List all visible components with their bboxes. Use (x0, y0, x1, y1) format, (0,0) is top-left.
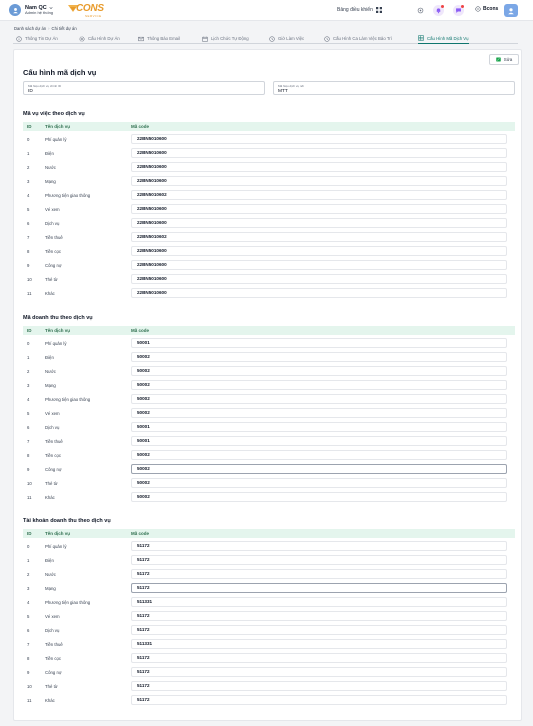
gear-icon (79, 36, 85, 42)
table-row (23, 146, 515, 160)
table-row (23, 693, 515, 707)
row-service-name: Tiền cọc (45, 655, 62, 661)
clock-icon (269, 36, 275, 42)
row-id: 4 (27, 192, 30, 198)
code-input[interactable]: 51172 (131, 555, 507, 565)
row-id: 8 (27, 248, 30, 254)
code-input[interactable]: 50002 (131, 464, 507, 474)
table-row (23, 392, 515, 406)
code-input[interactable]: 51172 (131, 569, 507, 579)
code-input[interactable]: 22BN5010602 (131, 190, 507, 200)
row-id: 2 (27, 368, 30, 374)
company-logo[interactable] (68, 3, 108, 18)
service-code-table (23, 122, 515, 299)
row-id: 6 (27, 220, 30, 226)
row-service-name: Công nợ (45, 262, 62, 268)
table-row (23, 448, 515, 462)
row-id: 10 (27, 276, 32, 282)
tab-label: Lịch Chức Tự Động (211, 36, 249, 41)
row-service-name: Tiền thuê (45, 438, 63, 444)
row-id: 5 (27, 613, 30, 619)
tab-label: Cấu Hình Ca Làm Việc Bảo Trì (333, 36, 392, 41)
code-input[interactable]: 50002 (131, 408, 507, 418)
bell-icon (435, 7, 442, 14)
user-name: Nam QC (25, 4, 47, 11)
code-input[interactable]: 50002 (131, 366, 507, 376)
calendar-icon (202, 36, 208, 42)
row-service-name: Khác (45, 697, 55, 703)
row-id: 3 (27, 382, 30, 388)
row-service-name: Vé xem (45, 410, 60, 416)
row-id: 11 (27, 494, 32, 500)
table-row (23, 665, 515, 679)
code-input[interactable]: 22BN5010600 (131, 246, 507, 256)
table-header (23, 122, 515, 131)
row-service-name: Công nợ (45, 669, 62, 675)
column-header-code: Mã code (131, 124, 150, 129)
row-id: 1 (27, 150, 30, 156)
swap-icon (475, 6, 481, 12)
row-service-name: Mạng (45, 585, 56, 591)
settings-button[interactable] (415, 5, 426, 16)
row-service-name: Thẻ từ (45, 683, 58, 689)
row-id: 3 (27, 585, 30, 591)
column-header-id: ID (27, 328, 32, 333)
column-header-name: Tên dịch vụ (45, 328, 71, 333)
row-id: 1 (27, 354, 30, 360)
tab-label: Thông Báo Email (147, 36, 180, 41)
table-row (23, 679, 515, 693)
table-row (23, 490, 515, 504)
row-id: 6 (27, 627, 30, 633)
table-row (23, 230, 515, 244)
code-input[interactable]: 511331 (131, 597, 507, 607)
code-input[interactable]: 51172 (131, 667, 507, 677)
table-row (23, 216, 515, 230)
sub-service-field[interactable] (273, 81, 515, 95)
table-row (23, 188, 515, 202)
table-row (23, 434, 515, 448)
code-input[interactable]: 22BN5010600 (131, 260, 507, 270)
sub-service-field-label: Mã hiệu dịch vụ nối (278, 84, 304, 88)
table-row (23, 476, 515, 490)
row-service-name: Tiền cọc (45, 248, 62, 254)
row-id: 4 (27, 599, 30, 605)
row-id: 5 (27, 410, 30, 416)
code-input[interactable]: 22BN5010600 (131, 204, 507, 214)
code-input[interactable]: 51172 (131, 583, 507, 593)
table-header (23, 529, 515, 538)
logo-text: CONS (76, 3, 104, 14)
settings-icon (417, 7, 424, 14)
column-header-code: Mã code (131, 328, 150, 333)
row-service-name: Khác (45, 290, 55, 296)
row-service-name: Vé xem (45, 206, 60, 212)
row-id: 5 (27, 206, 30, 212)
row-id: 8 (27, 452, 30, 458)
tab-label: Cấu Hình Mã Dịch Vụ (427, 35, 469, 41)
row-service-name: Khác (45, 494, 55, 500)
row-id: 4 (27, 396, 30, 402)
code-input[interactable]: 50002 (131, 394, 507, 404)
row-id: 10 (27, 683, 32, 689)
code-input[interactable]: 51172 (131, 611, 507, 621)
chat-icon (455, 7, 462, 14)
dashboard-button[interactable] (337, 7, 382, 13)
tab-label: Cấu Hình Dự Án (88, 36, 120, 41)
tab-1[interactable] (16, 33, 58, 44)
row-id: 2 (27, 571, 30, 577)
table-row (23, 286, 515, 300)
row-service-name: Tiền cọc (45, 452, 62, 458)
row-id: 7 (27, 234, 30, 240)
tab-5[interactable] (269, 33, 304, 44)
breadcrumb-link[interactable]: Danh sách dự án (14, 26, 47, 31)
top-header (0, 0, 533, 21)
section-title: Tài khoản doanh thu theo dịch vụ (23, 518, 111, 524)
row-service-name: Tiền thuê (45, 641, 63, 647)
table-row (23, 160, 515, 174)
grid-icon (376, 7, 382, 13)
row-service-name: Điện (45, 150, 54, 156)
user-avatar (9, 4, 21, 16)
table-row (23, 350, 515, 364)
code-input[interactable]: 22BN5010600 (131, 134, 507, 144)
column-header-id: ID (27, 124, 32, 129)
tab-label: Thông Tin Dự Án (25, 36, 58, 41)
row-service-name: Thẻ từ (45, 276, 58, 282)
table-row (23, 364, 515, 378)
row-service-name: Dịch vụ (45, 220, 60, 226)
dashboard-label: Bảng điều khiển (337, 7, 373, 13)
code-input[interactable]: 51172 (131, 681, 507, 691)
service-code-table (23, 326, 515, 503)
row-service-name: Vé xem (45, 613, 60, 619)
code-input[interactable]: 50001 (131, 422, 507, 432)
code-input[interactable]: 50002 (131, 492, 507, 502)
notification-dot (441, 5, 444, 8)
row-id: 9 (27, 466, 30, 472)
row-id: 0 (27, 136, 30, 142)
tab-6[interactable] (324, 33, 392, 44)
row-id: 0 (27, 543, 30, 549)
table-row (23, 623, 515, 637)
row-id: 1 (27, 557, 30, 563)
table-row (23, 595, 515, 609)
row-service-name: Nước (45, 368, 56, 374)
table-row (23, 581, 515, 595)
code-input[interactable]: 22BN5010600 (131, 162, 507, 172)
code-input[interactable]: 50002 (131, 352, 507, 362)
table-row (23, 553, 515, 567)
profile-avatar[interactable] (504, 4, 518, 17)
code-input[interactable]: 22BN5010602 (131, 232, 507, 242)
code-input[interactable]: 22BN5010600 (131, 288, 507, 298)
row-id: 3 (27, 178, 30, 184)
row-id: 11 (27, 697, 32, 703)
table-row (23, 420, 515, 434)
table-row (23, 406, 515, 420)
workspace-name: Bcons (483, 6, 499, 12)
sub-service-field-value: MTT (278, 88, 288, 94)
code-input[interactable]: 50001 (131, 436, 507, 446)
row-service-name: Mạng (45, 382, 56, 388)
grid-icon (418, 35, 424, 41)
row-service-name: Công nợ (45, 466, 62, 472)
code-input[interactable]: 50002 (131, 450, 507, 460)
code-input[interactable]: 51172 (131, 653, 507, 663)
user-menu[interactable] (9, 4, 53, 16)
table-row (23, 244, 515, 258)
service-code-config-card (13, 49, 522, 721)
row-service-name: Phương tiện giao thông (45, 599, 91, 605)
clock-icon (324, 36, 330, 42)
table-row (23, 132, 515, 146)
table-row (23, 174, 515, 188)
column-header-name: Tên dịch vụ (45, 531, 71, 536)
page-title: Cấu hình mã dịch vụ (23, 68, 97, 77)
user-icon (12, 7, 19, 14)
table-row (23, 462, 515, 476)
logo-subtext: SERVICE (85, 14, 102, 18)
row-id: 8 (27, 655, 30, 661)
table-row (23, 378, 515, 392)
tab-7[interactable] (418, 33, 469, 44)
user-role: Admin hệ thống (25, 9, 54, 15)
tab-bar (13, 33, 518, 44)
code-input[interactable]: 51172 (131, 625, 507, 635)
table-row (23, 272, 515, 286)
edit-label: Sửa (503, 57, 513, 62)
row-id: 0 (27, 340, 30, 346)
table-row (23, 651, 515, 665)
main-service-field-value: ID (28, 88, 33, 94)
breadcrumb-current: Chi tiết dự án (51, 26, 77, 31)
table-header (23, 326, 515, 335)
table-row (23, 539, 515, 553)
row-id: 11 (27, 290, 32, 296)
code-input[interactable]: 50001 (131, 338, 507, 348)
messages-dot (461, 5, 464, 8)
row-service-name: Tiền thuê (45, 234, 63, 240)
row-service-name: Thẻ từ (45, 480, 58, 486)
row-id: 9 (27, 262, 30, 268)
row-id: 6 (27, 424, 30, 430)
row-service-name: Nước (45, 571, 56, 577)
code-input[interactable]: 22BN5010600 (131, 218, 507, 228)
breadcrumb (14, 26, 77, 31)
edit-icon (496, 57, 501, 62)
code-input[interactable]: 22BN5010600 (131, 274, 507, 284)
info-icon (16, 36, 22, 42)
section-title: Mã doanh thu theo dịch vụ (23, 315, 93, 321)
code-input[interactable]: 511331 (131, 639, 507, 649)
table-row (23, 202, 515, 216)
row-service-name: Điện (45, 557, 54, 563)
notification-button[interactable] (433, 5, 444, 16)
row-service-name: Phí quản lý (45, 136, 67, 142)
row-service-name: Điện (45, 354, 54, 360)
column-header-name: Tên dịch vụ (45, 124, 71, 129)
workspace-switcher[interactable] (475, 6, 498, 12)
mail-icon (138, 36, 144, 42)
tab-3[interactable] (138, 33, 180, 44)
row-id: 9 (27, 669, 30, 675)
code-input[interactable]: 50002 (131, 478, 507, 488)
row-service-name: Dịch vụ (45, 627, 60, 633)
section-title: Mã vụ việc theo dịch vụ (23, 111, 85, 117)
row-service-name: Nước (45, 164, 56, 170)
row-id: 10 (27, 480, 32, 486)
row-id: 7 (27, 438, 30, 444)
code-input[interactable]: 51172 (131, 695, 507, 705)
table-row (23, 609, 515, 623)
main-service-field-label: Mã hiệu dịch vụ chính ID (28, 84, 62, 88)
code-input[interactable]: 22BN5010600 (131, 148, 507, 158)
row-service-name: Phí quản lý (45, 340, 67, 346)
tab-label: Giờ Làm Việc (278, 36, 305, 41)
table-row (23, 567, 515, 581)
row-service-name: Dịch vụ (45, 424, 60, 430)
messages-button[interactable] (453, 5, 464, 16)
row-service-name: Mạng (45, 178, 56, 184)
breadcrumb-separator: › (48, 26, 50, 31)
user-icon (507, 7, 515, 15)
edit-button[interactable] (489, 54, 519, 65)
service-code-table (23, 529, 515, 706)
code-input[interactable]: 51172 (131, 541, 507, 551)
table-row (23, 258, 515, 272)
tab-4[interactable] (202, 33, 249, 44)
main-service-field[interactable] (23, 81, 265, 95)
table-row (23, 336, 515, 350)
table-row (23, 637, 515, 651)
code-input[interactable]: 50002 (131, 380, 507, 390)
row-service-name: Phương tiện giao thông (45, 396, 91, 402)
row-service-name: Phương tiện giao thông (45, 192, 91, 198)
row-id: 7 (27, 641, 30, 647)
row-id: 2 (27, 164, 30, 170)
column-header-id: ID (27, 531, 32, 536)
tab-2[interactable] (79, 33, 120, 44)
row-service-name: Phí quản lý (45, 543, 67, 549)
column-header-code: Mã code (131, 531, 150, 536)
code-input[interactable]: 22BN5010600 (131, 176, 507, 186)
